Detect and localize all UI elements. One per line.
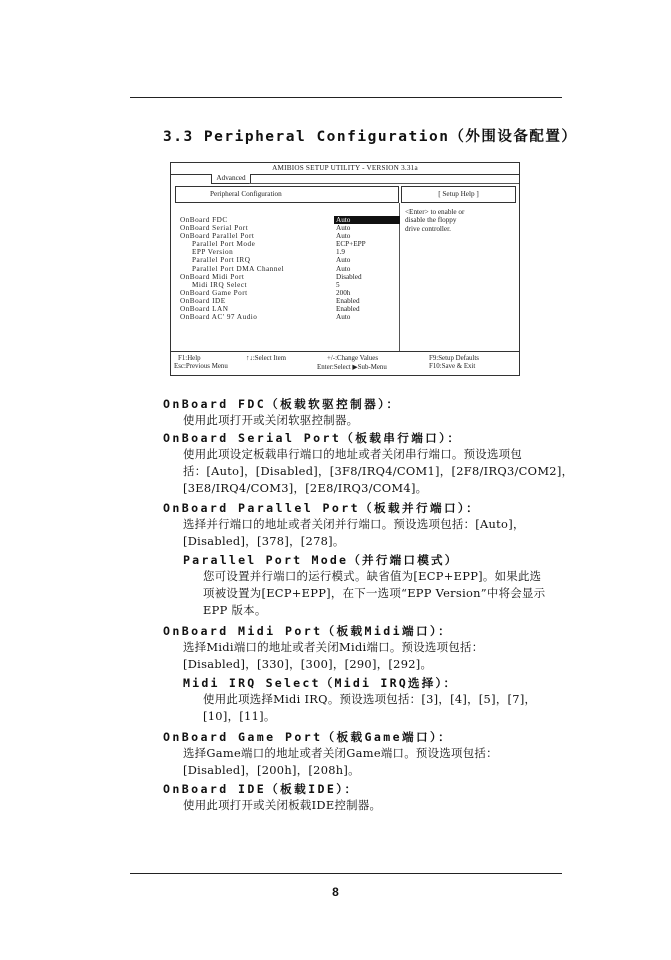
bios-option-row[interactable] xyxy=(180,248,390,256)
midi-irq-text-line-2: [10]，[11]。 xyxy=(203,709,276,723)
bios-title: AMIBIOS SETUP UTILITY - VERSION 3.31a xyxy=(272,164,418,172)
bios-option-row[interactable] xyxy=(180,256,390,264)
bios-footer-help: F1:Help xyxy=(178,355,201,362)
parallel-text-line-2: [Disabled]，[378]，[278]。 xyxy=(183,534,345,548)
bios-help-line: <Enter> to enable or xyxy=(405,208,465,216)
fdc-text: 使用此项打开或关闭软驱控制器。 xyxy=(183,413,359,427)
midi-irq-text-line-1: 使用此项选择Midi IRQ。预设选项包括：[3]，[4]，[5]，[7]， xyxy=(203,692,537,706)
bios-option-label: OnBoard IDE xyxy=(180,296,226,305)
bios-main-header-label: Peripheral Configuration xyxy=(210,190,282,198)
bios-option-value[interactable]: Auto xyxy=(336,232,351,241)
page-number: 8 xyxy=(332,885,339,899)
bios-option-value[interactable]: ECP+EPP xyxy=(336,240,366,249)
bios-option-row[interactable] xyxy=(180,240,390,248)
bios-footer-rule xyxy=(171,351,519,352)
bios-main-header xyxy=(175,186,399,203)
game-heading: OnBoard Game Port（板载Game端口）： xyxy=(163,730,453,744)
bios-tab-advanced: Advanced xyxy=(211,174,251,184)
bios-option-label: OnBoard AC' 97 Audio xyxy=(180,313,258,322)
bios-option-label: EPP Version xyxy=(192,248,234,257)
midi-irq-heading: Midi IRQ Select（Midi IRQ选择）： xyxy=(183,676,458,690)
top-rule xyxy=(130,97,562,98)
bios-option-label: Midi IRQ Select xyxy=(192,280,248,289)
bios-option-label: Parallel Port DMA Channel xyxy=(192,264,285,273)
game-text-line-2: [Disabled]，[200h]，[208h]。 xyxy=(183,763,360,777)
bios-option-row[interactable] xyxy=(180,313,390,321)
parallel-mode-text-line-1: 您可设置并行端口的运行模式。缺省值为[ECP+EPP]。如果此选 xyxy=(203,569,542,583)
midi-heading: OnBoard Midi Port（板载Midi端口）： xyxy=(163,624,453,638)
bios-footer-change-values: +/-:Change Values xyxy=(327,355,379,362)
bios-option-label: OnBoard FDC xyxy=(180,216,228,224)
midi-text-line-1: 选择Midi端口的地址或者关闭Midi端口。预设选项包括： xyxy=(183,640,484,654)
ide-text: 使用此项打开或关闭板载IDE控制器。 xyxy=(183,798,382,812)
bottom-rule xyxy=(130,873,562,874)
section-title: 3.3 Peripheral Configuration（外围设备配置） xyxy=(163,129,578,145)
midi-text-line-2: [Disabled]，[330]，[300]，[290]，[292]。 xyxy=(183,657,433,671)
bios-option-value[interactable]: Enabled xyxy=(336,296,360,305)
ide-heading: OnBoard IDE（板载IDE）： xyxy=(163,782,359,796)
bios-help-header: [ Setup Help ] xyxy=(401,186,516,203)
parallel-text-line-1: 选择并行端口的地址或者关闭并行端口。预设选项包括：[Auto]， xyxy=(183,517,525,531)
bios-help-line: drive controller. xyxy=(405,224,451,233)
bios-footer-defaults: F9:Setup Defaults xyxy=(429,355,479,362)
fdc-heading: OnBoard FDC（板载软驱控制器）： xyxy=(163,397,401,411)
parallel-mode-heading: Parallel Port Mode（并行端口模式） xyxy=(183,553,459,567)
bios-option-row[interactable] xyxy=(180,273,390,281)
bios-option-row[interactable] xyxy=(180,265,390,273)
bios-option-value[interactable]: Auto xyxy=(336,313,351,322)
bios-option-row[interactable] xyxy=(180,305,390,313)
bios-option-label: OnBoard LAN xyxy=(180,305,229,314)
bios-option-value[interactable]: 200h xyxy=(336,288,351,297)
serial-text-line-3: [3E8/IRQ4/COM3]，[2E8/IRQ3/COM4]。 xyxy=(183,481,428,495)
bios-option-label: Parallel Port Mode xyxy=(192,240,256,249)
bios-option-row[interactable] xyxy=(180,297,390,305)
bios-footer-save-exit: F10:Save & Exit xyxy=(429,363,476,370)
bios-option-value[interactable]: Auto xyxy=(336,224,351,233)
parallel-mode-text-line-2: 项被设置为[ECP+EPP]，在下一选项“EPP Version”中将会显示 xyxy=(203,586,546,600)
bios-option-row[interactable] xyxy=(180,232,390,240)
bios-option-value[interactable]: Auto xyxy=(336,256,351,265)
bios-option-row[interactable] xyxy=(180,216,390,224)
bios-option-label: OnBoard Game Port xyxy=(180,288,248,297)
game-text-line-1: 选择Game端口的地址或者关闭Game端口。预设选项包括： xyxy=(183,746,498,760)
bios-option-list xyxy=(180,216,390,321)
bios-footer-enter-select: Enter:Select ▶Sub-Menu xyxy=(317,364,387,371)
serial-text-line-1: 使用此项设定板载串行端口的地址或者关闭串行端口。预设选项包 xyxy=(183,447,523,461)
bios-option-label: OnBoard Parallel Port xyxy=(180,232,255,241)
bios-option-label: OnBoard Serial Port xyxy=(180,224,249,233)
bios-option-row[interactable] xyxy=(180,224,390,232)
bios-option-value[interactable]: 1.9 xyxy=(336,248,345,257)
bios-option-row[interactable] xyxy=(180,289,390,297)
bios-screenshot xyxy=(170,162,520,376)
serial-text-line-2: 括：[Auto]，[Disabled]，[3F8/IRQ4/COM1]，[2F8/IRQ3/COM2]， xyxy=(183,464,574,478)
bios-option-value[interactable]: 5 xyxy=(336,280,340,289)
bios-option-value[interactable]: Auto xyxy=(334,216,400,224)
bios-help-text xyxy=(405,208,511,233)
bios-option-value[interactable]: Auto xyxy=(336,264,351,273)
parallel-heading: OnBoard Parallel Port（板载并行端口）： xyxy=(163,501,481,515)
bios-option-row[interactable] xyxy=(180,281,390,289)
bios-footer-select-item: ↑↓:Select Item xyxy=(246,355,286,362)
bios-footer-previous: Esc:Previous Menu xyxy=(174,363,228,370)
bios-help-line: disable the floppy xyxy=(405,216,457,225)
bios-tab-rule xyxy=(249,183,519,184)
parallel-mode-text-line-3: EPP 版本。 xyxy=(203,603,267,617)
bios-option-value[interactable]: Disabled xyxy=(336,272,362,281)
bios-option-label: Parallel Port IRQ xyxy=(192,256,251,265)
bios-option-value[interactable]: Enabled xyxy=(336,305,360,314)
serial-heading: OnBoard Serial Port（板载串行端口）： xyxy=(163,431,462,445)
bios-option-label: OnBoard Midi Port xyxy=(180,272,245,281)
